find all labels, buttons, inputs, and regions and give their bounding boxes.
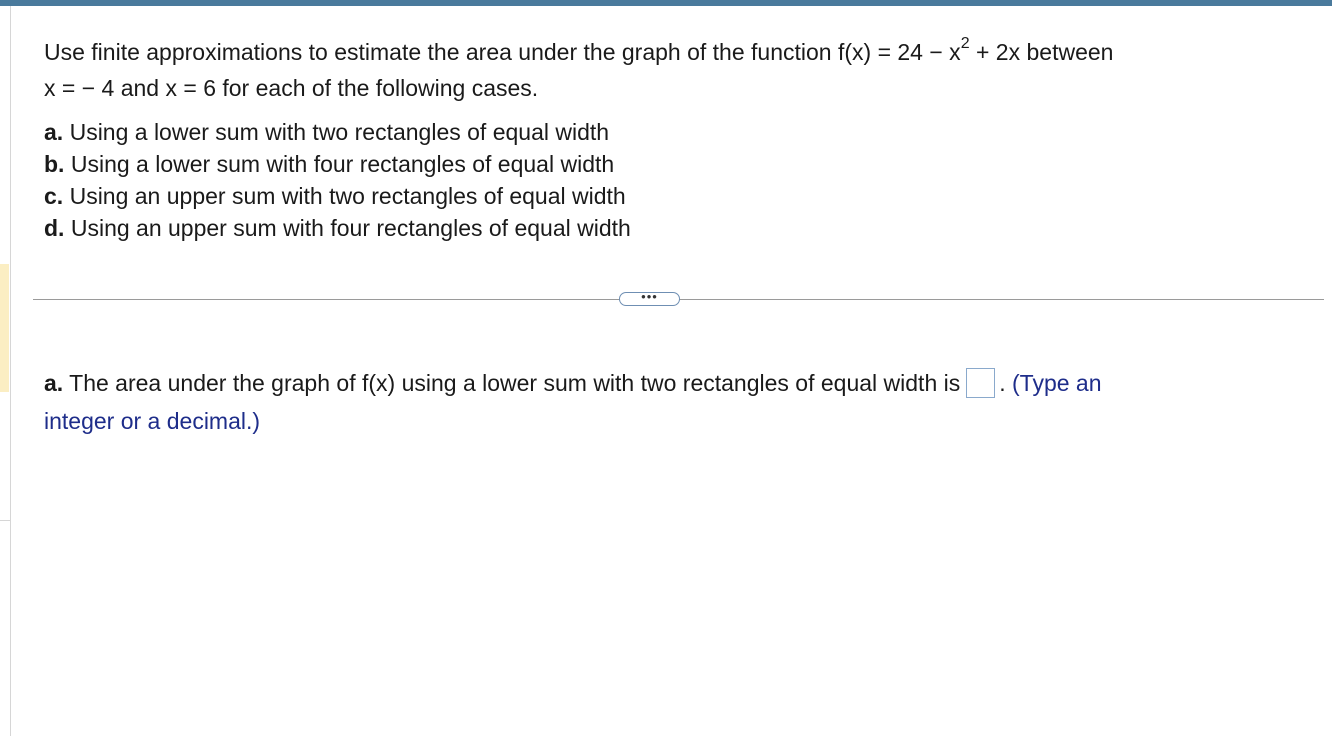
question-statement bbox=[44, 36, 1304, 104]
answer-hint-start: (Type an bbox=[1005, 370, 1102, 396]
answer-period: . bbox=[999, 370, 1006, 396]
question-line-1 bbox=[44, 36, 1304, 72]
left-margin-rule bbox=[10, 6, 11, 736]
show-more-button[interactable]: ••• bbox=[619, 292, 680, 306]
part-d-text: Using an upper sum with four rectangles of equal width bbox=[64, 215, 631, 241]
part-b-text: Using a lower sum with four rectangles of equal width bbox=[64, 151, 615, 177]
part-b-letter: b. bbox=[44, 151, 65, 177]
current-part-highlight bbox=[0, 264, 9, 392]
part-c-letter: c. bbox=[44, 183, 64, 209]
top-accent-bar bbox=[0, 0, 1332, 6]
question-line-2: x = − 4 and x = 6 for each of the following cases. bbox=[44, 75, 539, 101]
answer-input[interactable] bbox=[966, 368, 995, 398]
part-d-letter: d. bbox=[44, 215, 65, 241]
parts-list bbox=[44, 116, 631, 244]
part-b bbox=[44, 148, 631, 180]
part-c-text: Using an upper sum with two rectangles of equal width bbox=[63, 183, 626, 209]
part-a bbox=[44, 116, 631, 148]
part-d bbox=[44, 212, 631, 244]
question-text-start: Use finite approximations to estimate the area under the graph of the function f(x) = 24 − x bbox=[44, 39, 961, 65]
answer-section bbox=[44, 364, 1284, 440]
answer-text: The area under the graph of f(x) using a lower sum with two rectangles of equal width is bbox=[63, 370, 961, 396]
exponent: 2 bbox=[960, 35, 970, 52]
answer-letter: a. bbox=[44, 370, 64, 396]
left-margin-tick bbox=[0, 520, 10, 521]
question-text-end: + 2x between bbox=[969, 39, 1114, 65]
part-a-text: Using a lower sum with two rectangles of equal width bbox=[63, 119, 610, 145]
part-c bbox=[44, 180, 631, 212]
answer-hint-end: integer or a decimal.) bbox=[44, 408, 261, 434]
part-a-letter: a. bbox=[44, 119, 64, 145]
